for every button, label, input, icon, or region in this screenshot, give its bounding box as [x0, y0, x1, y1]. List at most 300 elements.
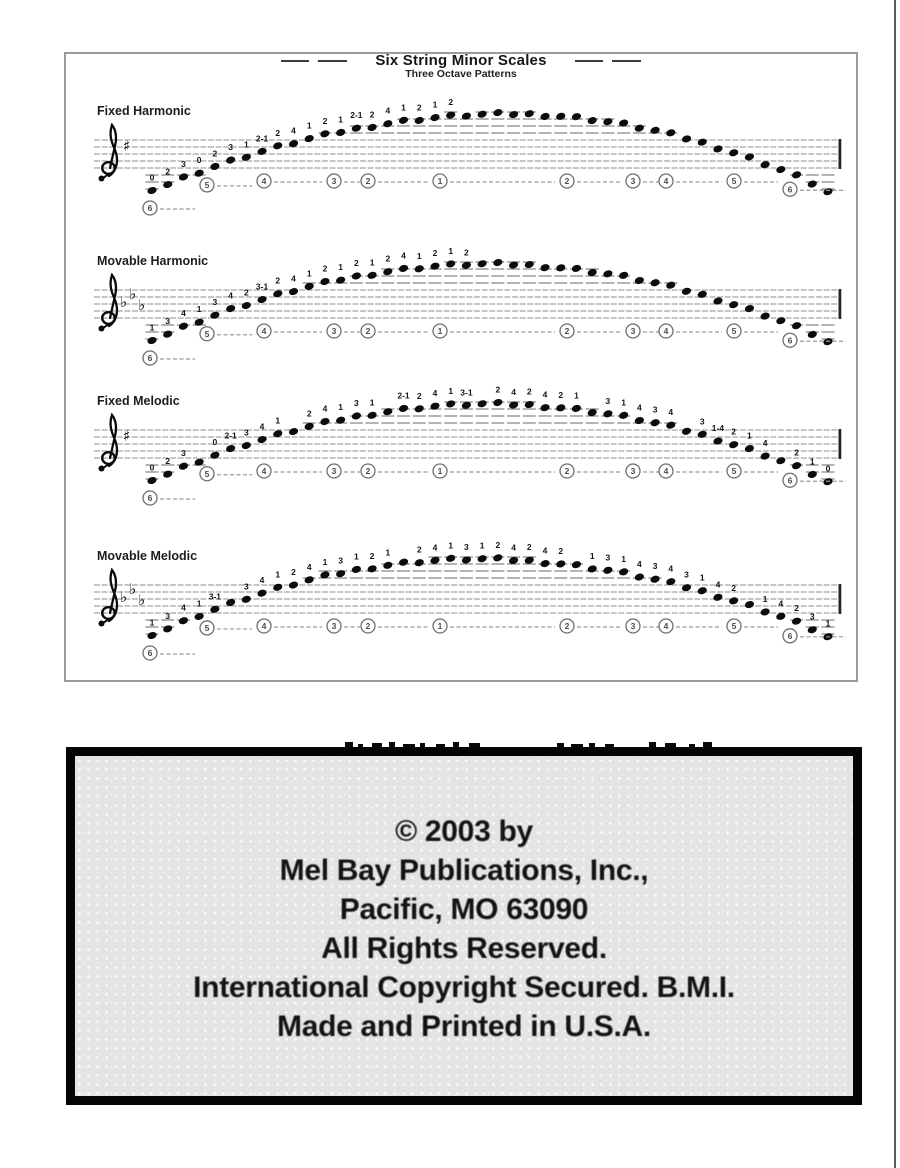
- string-number: 2: [365, 326, 371, 337]
- fingering-number: 2: [558, 545, 564, 556]
- fingering-number: 2: [432, 248, 438, 259]
- fingering-number: 4: [322, 403, 328, 414]
- note-head: [335, 128, 346, 137]
- string-number: 5: [731, 176, 737, 187]
- fingering-number: 1: [699, 572, 705, 583]
- fingering-number: 1: [338, 402, 344, 413]
- fingering-number: 0: [196, 155, 202, 166]
- fingering-number: 4: [668, 407, 674, 418]
- string-number: 4: [261, 621, 267, 632]
- note-head: [288, 427, 299, 436]
- note-head: [272, 583, 283, 592]
- note-head: [445, 554, 456, 563]
- fingering-number: 3: [181, 158, 186, 169]
- note-head: [146, 476, 157, 485]
- flat-icon: ♭: [120, 588, 128, 606]
- string-number: 6: [147, 648, 153, 659]
- fingering-number: 2: [291, 567, 296, 578]
- note-head: [477, 399, 488, 408]
- fingering-number: 1: [448, 540, 454, 551]
- note-head: [162, 624, 173, 633]
- note-head: [367, 411, 378, 420]
- note-head: [760, 607, 771, 616]
- string-number: 6: [147, 203, 153, 214]
- fingering-number: 2: [495, 539, 501, 550]
- note-head: [429, 113, 440, 122]
- flat-icon: ♭: [129, 580, 137, 598]
- note-head: [398, 116, 409, 125]
- note-head: [760, 160, 771, 169]
- fingering-number: 4: [181, 308, 186, 319]
- string-number: 4: [663, 466, 669, 477]
- note-head: [555, 559, 566, 568]
- fingering-number: 4: [715, 579, 721, 590]
- note-head: [257, 295, 268, 304]
- string-number: 5: [204, 468, 210, 479]
- note-head: [760, 311, 771, 320]
- note-head: [571, 264, 582, 273]
- notation-system-fixed-melodic: [94, 385, 846, 505]
- fingering-number: 2: [306, 408, 312, 419]
- fingering-number: 1: [275, 569, 281, 580]
- flat-icon: ♭: [138, 591, 146, 609]
- fingering-number: 2: [165, 456, 171, 467]
- note-head: [681, 134, 692, 143]
- note-head: [351, 565, 362, 574]
- note-head: [241, 301, 252, 310]
- note-head: [618, 271, 629, 280]
- string-number: 3: [331, 176, 337, 187]
- note-head: [681, 287, 692, 296]
- note-head: [555, 263, 566, 272]
- string-number: 5: [204, 180, 210, 191]
- fingering-number: 4: [432, 542, 438, 553]
- string-number: 4: [261, 466, 267, 477]
- fingering-number: 3: [165, 316, 171, 327]
- note-head: [178, 172, 189, 181]
- note-head: [162, 180, 173, 189]
- fingering-number: 1: [369, 257, 375, 268]
- note-head: [477, 554, 488, 563]
- note-head: [319, 417, 330, 426]
- sheet-subtitle: Three Octave Patterns: [405, 68, 517, 80]
- note-head: [665, 281, 676, 290]
- note-head: [524, 400, 535, 409]
- string-number: 3: [630, 621, 636, 632]
- note-head: [288, 287, 299, 296]
- note-head: [272, 141, 283, 150]
- note-head: [618, 411, 629, 420]
- note-head: [492, 398, 503, 407]
- note-head: [492, 108, 503, 117]
- string-number: 4: [261, 176, 267, 187]
- fingering-number: 1: [149, 617, 155, 628]
- fingering-number: 2: [322, 115, 328, 126]
- fingering-number: 3: [212, 297, 218, 308]
- note-head: [178, 616, 189, 625]
- flat-icon: ♭: [138, 296, 146, 314]
- note-head: [178, 322, 189, 331]
- note-head: [351, 124, 362, 133]
- string-number: 2: [564, 176, 570, 187]
- fingering-number: 2-1: [397, 390, 410, 401]
- fingering-number: 4: [291, 125, 296, 136]
- note-head: [225, 444, 236, 453]
- note-head: [728, 300, 739, 309]
- treble-clef-icon: [99, 125, 118, 182]
- fingering-number: 2: [794, 603, 799, 614]
- note-head: [728, 148, 739, 157]
- note-head: [665, 421, 676, 430]
- fingering-number: 4: [181, 602, 186, 613]
- note-head: [712, 144, 723, 153]
- note-head: [650, 575, 661, 584]
- copyright-line: © 2003 by: [395, 815, 533, 848]
- note-head: [146, 336, 157, 345]
- string-number: 5: [731, 326, 737, 337]
- fingering-number: 4: [542, 545, 548, 556]
- note-head: [634, 572, 645, 581]
- note-head: [587, 116, 598, 125]
- system-label-fixed-harmonic: Fixed Harmonic: [97, 104, 191, 118]
- fingering-number: 3: [181, 448, 186, 459]
- fingering-number: 3: [809, 611, 815, 622]
- sharp-icon: ♯: [123, 427, 131, 445]
- note-head: [178, 462, 189, 471]
- fingering-number: 0: [212, 437, 218, 448]
- fingering-number: 2: [369, 109, 375, 120]
- note-head: [367, 123, 378, 132]
- string-number: 1: [437, 621, 443, 632]
- note-head: [697, 430, 708, 439]
- fingering-number: 3: [243, 581, 249, 592]
- fingering-number: 3-1: [208, 591, 222, 602]
- note-head: [634, 276, 645, 285]
- music-notation: [66, 54, 856, 680]
- fingering-number: 2: [243, 287, 249, 298]
- fingering-number: 2: [165, 166, 171, 177]
- fingering-number: 4: [401, 250, 406, 261]
- fingering-number: 3: [464, 541, 469, 552]
- fingering-number: 4: [291, 273, 296, 284]
- fingering-number: 4: [511, 542, 516, 553]
- fingering-number: 3: [228, 142, 233, 153]
- fingering-number: 3: [652, 404, 658, 415]
- fingering-number: 2: [275, 275, 281, 286]
- string-number: 6: [787, 335, 793, 346]
- fingering-number: 3: [652, 561, 658, 572]
- fingering-number: 2: [495, 384, 501, 395]
- note-head: [571, 112, 582, 121]
- fingering-number: 1: [354, 551, 359, 562]
- note-head: [194, 457, 205, 466]
- note-head: [351, 411, 362, 420]
- note-head: [775, 316, 786, 325]
- clipped-text-fragments: [0, 733, 900, 747]
- note-head: [445, 259, 456, 268]
- note-head: [225, 304, 236, 313]
- string-number: 2: [365, 621, 371, 632]
- string-number: 3: [630, 466, 636, 477]
- note-head: [414, 264, 425, 273]
- fingering-number: 4: [385, 105, 391, 116]
- fingering-number: 2: [526, 386, 532, 397]
- string-number: 3: [630, 176, 636, 187]
- fingering-number: 4: [259, 575, 265, 586]
- note-head: [241, 595, 252, 604]
- note-head: [414, 116, 425, 125]
- fingering-number: 0: [149, 172, 155, 183]
- note-head: [728, 596, 739, 605]
- fingering-number: 1: [243, 139, 249, 150]
- fingering-number: 4: [228, 290, 233, 301]
- note-head: [602, 269, 613, 278]
- fingering-number: 1: [385, 547, 391, 558]
- fingering-number: 1: [448, 245, 454, 256]
- fingering-number: 2: [416, 544, 422, 555]
- note-head: [791, 321, 802, 330]
- fingering-number: 1: [825, 618, 831, 629]
- fingering-number: 2: [322, 263, 328, 274]
- note-head: [477, 110, 488, 119]
- fingering-number: 3: [165, 610, 171, 621]
- string-number: 6: [147, 493, 153, 504]
- note-head: [492, 258, 503, 267]
- note-head: [304, 575, 315, 584]
- fingering-number: 1: [589, 550, 595, 561]
- fingering-number: 4: [636, 559, 642, 570]
- fingering-number: 4: [542, 389, 548, 400]
- flat-icon: ♭: [120, 293, 128, 311]
- note-head: [618, 567, 629, 576]
- string-number: 5: [204, 328, 210, 339]
- fingering-number: 1: [196, 598, 202, 609]
- note-head: [571, 560, 582, 569]
- note-head: [319, 129, 330, 138]
- notation-system-movable-melodic: [94, 540, 846, 660]
- string-number: 2: [564, 326, 570, 337]
- scan-edge-artifact: [894, 0, 896, 1168]
- fingering-number: 4: [668, 563, 674, 574]
- sheet-title: Six String Minor Scales: [375, 52, 547, 69]
- note-head: [414, 404, 425, 413]
- string-number: 6: [787, 475, 793, 486]
- string-number: 1: [437, 466, 443, 477]
- string-number: 4: [261, 326, 267, 337]
- note-head: [540, 403, 551, 412]
- system-label-movable-melodic: Movable Melodic: [97, 549, 198, 563]
- string-number: 5: [204, 623, 210, 634]
- fingering-number: 2: [369, 550, 375, 561]
- copyright-line: Made and Printed in U.S.A.: [277, 1010, 651, 1043]
- string-number: 4: [663, 621, 669, 632]
- note-head: [162, 469, 173, 478]
- fingering-number: 1: [432, 99, 438, 110]
- note-head: [587, 564, 598, 573]
- note-head: [650, 126, 661, 135]
- note-head: [194, 317, 205, 326]
- fingering-number: 4: [762, 438, 768, 449]
- note-head: [681, 583, 692, 592]
- note-head: [807, 330, 818, 339]
- fingering-number: 4: [778, 598, 784, 609]
- note-head: [398, 404, 409, 413]
- note-head: [650, 278, 661, 287]
- note-head: [634, 123, 645, 132]
- note-head: [492, 553, 503, 562]
- note-head: [382, 561, 393, 570]
- string-number: 5: [731, 621, 737, 632]
- note-head: [650, 418, 661, 427]
- note-head: [508, 110, 519, 119]
- note-head: [257, 147, 268, 156]
- fingering-number: 3-1: [460, 387, 473, 398]
- copyright-box: [66, 747, 862, 1105]
- string-number: 6: [787, 184, 793, 195]
- note-head: [414, 558, 425, 567]
- notation-system-fixed-harmonic: [94, 97, 846, 215]
- note-head: [382, 119, 393, 128]
- copyright-line: Pacific, MO 63090: [339, 893, 589, 926]
- note-head: [335, 569, 346, 578]
- string-number: 4: [663, 176, 669, 187]
- fingering-number: 0: [825, 463, 831, 474]
- note-head: [571, 404, 582, 413]
- note-head: [477, 259, 488, 268]
- fingering-number: 4: [432, 388, 438, 399]
- fingering-number: 1: [306, 120, 312, 131]
- fingering-number: 1: [322, 556, 328, 567]
- sharp-icon: ♯: [123, 137, 131, 155]
- fingering-number: 1-4: [711, 423, 725, 434]
- string-number: 6: [787, 630, 793, 641]
- note-head: [728, 440, 739, 449]
- note-head: [791, 170, 802, 179]
- note-head: [807, 625, 818, 634]
- fingering-number: 1: [401, 102, 406, 113]
- fingering-number: 1: [574, 390, 579, 401]
- fingering-number: 1: [338, 262, 344, 273]
- string-number: 2: [365, 466, 371, 477]
- fingering-number: 1: [306, 268, 312, 279]
- fingering-number: 4: [511, 386, 516, 397]
- fingering-number: 2: [448, 97, 454, 108]
- fingering-number: 3: [605, 552, 611, 563]
- note-head: [335, 276, 346, 285]
- fingering-number: 3: [354, 397, 359, 408]
- fingering-number: 3: [684, 569, 689, 580]
- note-head: [162, 329, 173, 338]
- note-head: [209, 162, 220, 171]
- string-number: 5: [731, 466, 737, 477]
- note-head: [775, 612, 786, 621]
- note-head: [760, 451, 771, 460]
- note-head: [744, 600, 755, 609]
- fingering-number: 0: [149, 462, 155, 473]
- note-head: [807, 179, 818, 188]
- fingering-number: 1: [416, 250, 422, 261]
- note-head: [665, 128, 676, 137]
- music-panel: [64, 52, 858, 682]
- fingering-number: 4: [306, 561, 312, 572]
- final-barline: [839, 429, 842, 459]
- note-head: [382, 407, 393, 416]
- fingering-number: 1: [338, 114, 344, 125]
- note-head: [712, 593, 723, 602]
- note-head: [398, 264, 409, 273]
- string-number: 6: [147, 353, 153, 364]
- fingering-number: 2: [212, 148, 218, 159]
- note-head: [540, 263, 551, 272]
- fingering-number: 2: [416, 102, 422, 113]
- note-head: [194, 169, 205, 178]
- note-head: [445, 399, 456, 408]
- final-barline: [839, 289, 842, 319]
- fingering-number: 3: [605, 395, 611, 406]
- fingering-number: 2-1: [224, 430, 237, 441]
- fingering-number: 2: [416, 390, 422, 401]
- string-number: 3: [331, 621, 337, 632]
- note-head: [382, 267, 393, 276]
- fingering-number: 1: [621, 553, 626, 564]
- note-head: [555, 403, 566, 412]
- note-head: [602, 566, 613, 575]
- note-head: [540, 559, 551, 568]
- fingering-number: 2: [731, 426, 737, 437]
- fingering-number: 1: [369, 397, 375, 408]
- final-barline: [839, 584, 842, 614]
- fingering-number: 1: [149, 322, 155, 333]
- note-head: [744, 304, 755, 313]
- note-head: [775, 456, 786, 465]
- fingering-number: 1: [479, 540, 485, 551]
- system-label-movable-harmonic: Movable Harmonic: [97, 254, 209, 268]
- note-head: [304, 134, 315, 143]
- note-head: [697, 290, 708, 299]
- copyright-line: Mel Bay Publications, Inc.,: [279, 854, 649, 887]
- flat-icon: ♭: [129, 285, 137, 303]
- note-head: [540, 112, 551, 121]
- fingering-number: 2: [526, 542, 532, 553]
- note-head: [257, 435, 268, 444]
- fingering-number: 2: [464, 247, 469, 258]
- note-head: [241, 441, 252, 450]
- note-head: [146, 186, 157, 195]
- note-head: [288, 580, 299, 589]
- note-head: [744, 444, 755, 453]
- fingering-number: 2: [731, 582, 737, 593]
- string-number: 2: [365, 176, 371, 187]
- note-head: [398, 558, 409, 567]
- fingering-number: 1: [196, 304, 202, 315]
- fingering-number: 3: [338, 555, 344, 566]
- note-head: [351, 271, 362, 280]
- final-barline: [839, 139, 842, 169]
- fingering-number: 1: [747, 430, 752, 441]
- note-head: [681, 427, 692, 436]
- note-head: [807, 470, 818, 479]
- fingering-number: 1: [621, 397, 626, 408]
- fingering-number: 4: [259, 421, 265, 432]
- fingering-number: 1: [275, 415, 281, 426]
- note-head: [367, 271, 378, 280]
- string-number: 3: [331, 466, 337, 477]
- note-head: [697, 586, 708, 595]
- notation-system-movable-harmonic: [94, 246, 846, 365]
- string-number: 1: [437, 326, 443, 337]
- fingering-number: 2: [275, 127, 281, 138]
- fingering-number: 2-1: [350, 110, 363, 121]
